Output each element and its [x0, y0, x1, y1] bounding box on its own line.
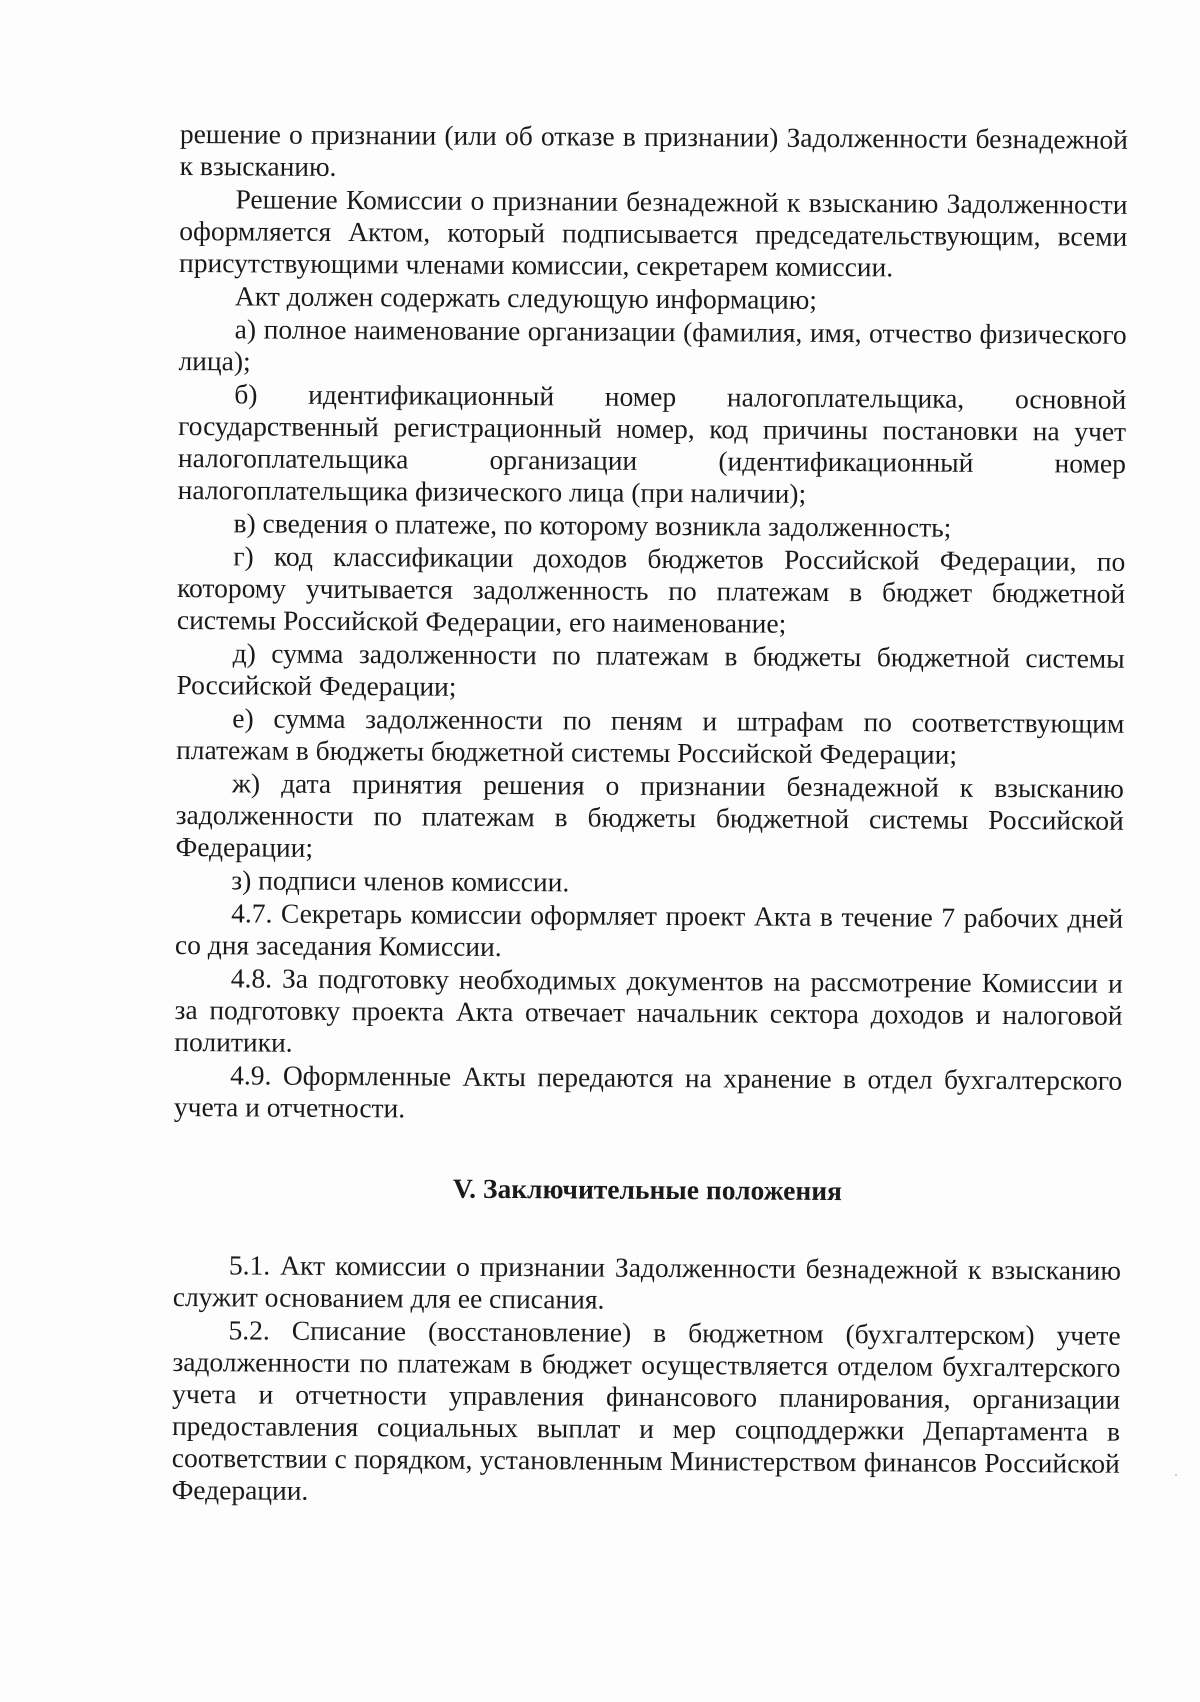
paragraph: 4.8. За подготовку необходимых документов на рассмотрение Комиссии и за подготовку проекта Акта отвечает начальник сектора доходов и налоговой политики.	[174, 962, 1123, 1058]
paragraph: решение о признании (или об отказе в признании) Задолженности безнадежной к взысканию.	[179, 118, 1128, 182]
section-heading: V. Заключительные положения	[452, 1172, 843, 1207]
paragraph: Акт должен содержать следующую информацию;	[234, 280, 818, 315]
paragraphs-top	[174, 118, 1128, 1129]
paragraph: д) сумма задолженности по платежам в бюджеты бюджетной системы Российской Федерации;	[176, 637, 1125, 702]
paragraph: Решение Комиссии о признании безнадежной к взысканию Задолженности оформляется Актом, который подписывается председательствующим, всеми присутствующими членами комиссии, секретарем комиссии.	[179, 183, 1128, 283]
paragraph: в) сведения о платеже, по которому возникла задолженность;	[233, 507, 952, 543]
paragraph: е) сумма задолженности по пеням и штрафам по соответствующим платежам в бюджеты бюджетной системы Российской Федерации;	[176, 702, 1125, 770]
paragraph: г) код классификации доходов бюджетов Российской Федерации, по которому учитывается задолженность по платежам в бюджет бюджетной системы Российской Федерации, его наименование;	[176, 540, 1126, 639]
paragraph: а) полное наименование организации (фамилия, имя, отчество физического лица);	[178, 313, 1127, 377]
paragraph: б) идентификационный номер налогоплательщика, основной государственный регистрационный номер, код причины постановки на учет налогоплательщика организации (идентификационный номер налогоплательщика физического лица (при наличии);	[177, 378, 1127, 509]
paragraph: ж) дата принятия решения о признании безнадежной к взысканию задолженности по платежам в бюджеты бюджетной системы Российской Федерации;	[175, 767, 1125, 863]
paragraph: 4.9. Оформленные Акты передаются на хранение в отдел бухгалтерского учета и отчетности.	[173, 1059, 1123, 1124]
document-body	[172, 118, 1128, 1513]
paragraph: 4.7. Секретарь комиссии оформляет проект Акта в течение 7 рабочих дней со дня заседания Комиссии.	[174, 897, 1124, 962]
paragraph: з) подписи членов комиссии.	[231, 864, 570, 898]
paragraph: 5.1. Акт комиссии о признании Задолженности безнадежной к взысканию служит основанием для ее списания.	[172, 1249, 1122, 1315]
scan-speck	[1175, 1474, 1177, 1476]
paragraph: 5.2. Списание (восстановление) в бюджетном (бухгалтерском) учете задолженности по платежам в бюджет осуществляется отделом бухгалтерского учета и отчетности управления финансового планирования, организации предоставления социальных выплат и мер соцподдержки Департамента в соответствии с порядком, установленным Министерством финансов Российской Федерации.	[171, 1314, 1121, 1506]
paragraphs-bottom	[172, 1249, 1122, 1512]
